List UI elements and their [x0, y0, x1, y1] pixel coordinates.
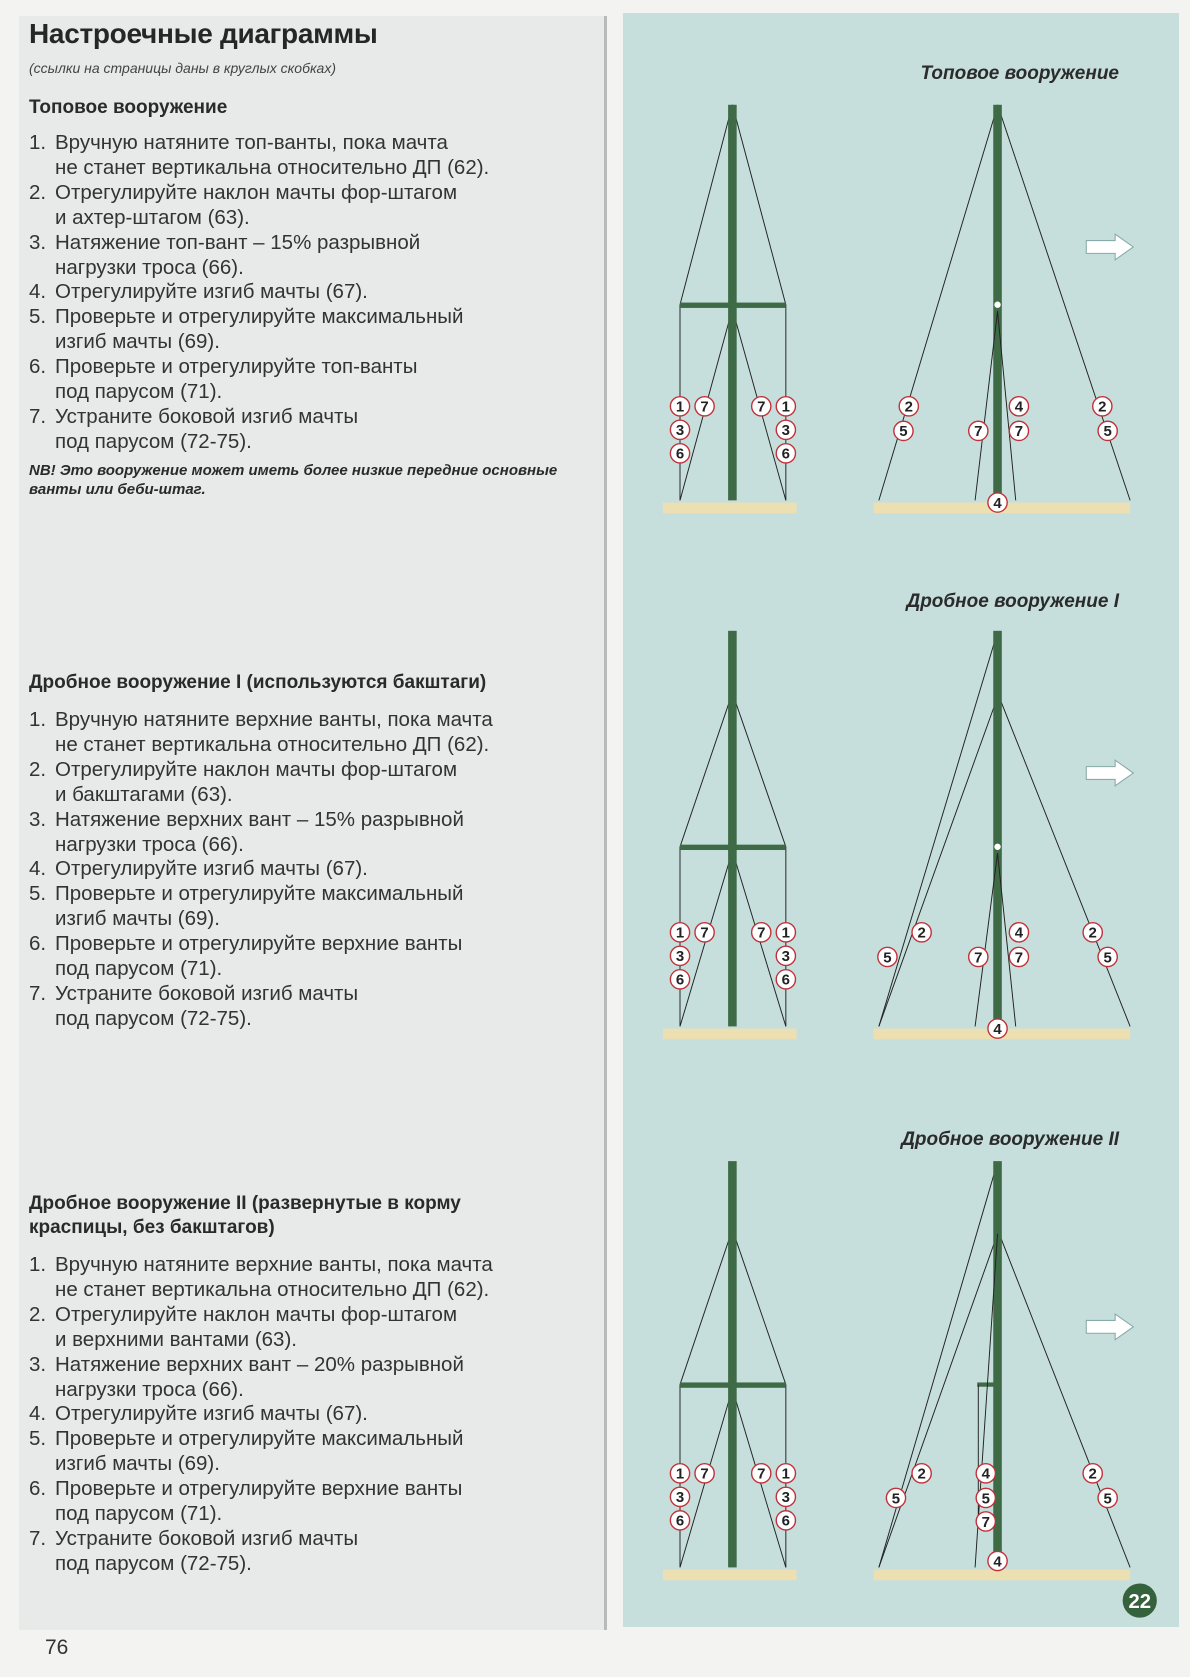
item-text: Устраните боковой изгиб мачты под парусом (72-75). — [55, 1526, 359, 1575]
number-marker — [670, 397, 689, 416]
section-heading: Топовое вооружение — [29, 97, 228, 118]
item-text: Натяжение верхних вант – 20% разрывной нагрузки троса (66). — [55, 1352, 464, 1401]
item-text: Отрегулируйте изгиб мачты (67). — [55, 857, 368, 881]
number-marker — [670, 1511, 689, 1530]
number-marker — [670, 420, 689, 439]
marker-label: 3 — [675, 1489, 685, 1507]
item-number: 7. — [29, 981, 47, 1005]
item-text: Проверьте и отрегулируйте верхние ванты под парусом (71). — [55, 1477, 463, 1526]
item-text: Устраните боковой изгиб мачты под парусом (72-75). — [55, 404, 359, 453]
marker-label: 7 — [981, 1513, 990, 1531]
number-marker — [670, 444, 689, 463]
number-marker — [969, 421, 988, 440]
number-marker — [670, 1487, 689, 1506]
marker-label: 2 — [904, 398, 913, 416]
mast — [728, 631, 737, 1027]
marker-label: 7 — [700, 924, 709, 942]
number-marker — [886, 1488, 905, 1507]
diagram-title: Дробное вооружение I — [906, 591, 1119, 612]
marker-label: 2 — [917, 924, 926, 942]
marker-label: 3 — [781, 948, 791, 966]
mast — [993, 1161, 1002, 1567]
item-text: Натяжение верхних вант – 15% разрывной нагрузки троса (66). — [55, 807, 464, 856]
marker-label: 2 — [917, 1465, 926, 1483]
number-marker — [776, 1487, 795, 1506]
diagram-title: Топовое вооружение — [920, 63, 1119, 84]
number-marker — [1009, 947, 1028, 966]
marker-label: 4 — [981, 1465, 990, 1483]
item-text: Проверьте и отрегулируйте верхние ванты под парусом (71). — [55, 932, 463, 981]
marker-label: 5 — [981, 1490, 990, 1508]
marker-label: 3 — [781, 1489, 791, 1507]
item-number: 2. — [29, 180, 47, 204]
marker-label: 7 — [757, 924, 766, 942]
item-number: 5. — [29, 1427, 47, 1451]
item-text: Вручную натяните верхние ванты, пока мачта не станет вертикальна относительно ДП (62). — [55, 708, 493, 756]
number-marker — [752, 397, 771, 416]
spreader-point — [994, 844, 1000, 850]
section-heading: Дробное вооружение II (развернутые в корму краспицы, без бакштагов) — [29, 1193, 461, 1238]
marker-label: 7 — [974, 949, 983, 967]
marker-label: 4 — [993, 1020, 1002, 1038]
marker-label: 1 — [781, 398, 791, 416]
number-marker — [695, 923, 714, 942]
page-title: Настроечные диаграммы — [29, 18, 378, 49]
upper-shroud — [732, 105, 785, 305]
number-marker — [776, 420, 795, 439]
number-marker — [988, 493, 1007, 512]
marker-label: 7 — [757, 398, 766, 416]
number-marker — [776, 444, 795, 463]
deck — [663, 1029, 797, 1040]
arrow-right-icon — [1086, 234, 1133, 260]
upper-shroud — [732, 1230, 785, 1385]
forestay — [879, 106, 998, 501]
marker-label: 6 — [675, 445, 685, 463]
number-marker — [1009, 923, 1028, 942]
marker-label: 1 — [675, 398, 685, 416]
spreader-point — [994, 302, 1000, 308]
spreader — [680, 1382, 786, 1387]
item-number: 4. — [29, 280, 47, 304]
marker-label: 1 — [781, 1465, 791, 1483]
forestay-lower — [879, 697, 998, 1026]
number-marker — [776, 946, 795, 965]
arrow-right-icon — [1086, 1314, 1133, 1340]
number-marker — [670, 1464, 689, 1483]
number-marker — [912, 1464, 931, 1483]
upper-shroud — [732, 693, 785, 847]
item-text: Отрегулируйте изгиб мачты (67). — [55, 1402, 368, 1426]
marker-label: 1 — [675, 1465, 685, 1483]
item-number: 3. — [29, 1352, 47, 1376]
marker-label: 6 — [675, 1512, 685, 1530]
marker-label: 5 — [891, 1490, 901, 1508]
spreader — [680, 845, 786, 850]
mast — [728, 1161, 737, 1567]
number-marker — [1098, 1488, 1117, 1507]
marker-label: 7 — [974, 423, 983, 441]
marker-label: 6 — [675, 971, 685, 989]
item-text: Проверьте и отрегулируйте топ-ванты под парусом (71). — [55, 355, 418, 404]
marker-label: 4 — [993, 494, 1002, 512]
item-text: Натяжение топ-вант – 15% разрывной нагрузки троса (66). — [55, 230, 421, 279]
spreader — [680, 303, 786, 308]
marker-label: 6 — [781, 1512, 791, 1530]
number-marker — [670, 970, 689, 989]
marker-label: 4 — [1014, 924, 1024, 942]
number-marker — [670, 946, 689, 965]
item-number: 6. — [29, 355, 47, 379]
item-number: 4. — [29, 1402, 47, 1426]
section-heading: Дробное вооружение I (используются бакштаги) — [29, 672, 487, 693]
item-text: Отрегулируйте наклон мачты фор-штагом и бакштагами (63). — [55, 757, 458, 806]
item-text: Устраните боковой изгиб мачты под парусом (72-75). — [55, 981, 359, 1030]
deck — [874, 1570, 1131, 1581]
marker-label: 2 — [1088, 924, 1097, 942]
marker-label: 6 — [781, 971, 791, 989]
item-text: Отрегулируйте наклон мачты фор-штагом и ахтер-штагом (63). — [55, 180, 458, 229]
number-marker — [695, 397, 714, 416]
deck — [663, 503, 797, 514]
marker-label: 4 — [1014, 398, 1024, 416]
forestay — [879, 632, 998, 1027]
item-number: 1. — [29, 1253, 47, 1276]
number-marker — [1009, 421, 1028, 440]
marker-label: 5 — [899, 423, 908, 441]
marker-label: 7 — [700, 1465, 709, 1483]
number-marker — [1009, 397, 1028, 416]
item-text: Проверьте и отрегулируйте максимальный изгиб мачты (69). — [55, 305, 464, 354]
item-number: 4. — [29, 857, 47, 881]
marker-label: 2 — [1088, 1465, 1097, 1483]
number-marker — [976, 1512, 995, 1531]
number-marker — [976, 1488, 995, 1507]
chapter-badge-number: 22 — [1128, 1591, 1152, 1614]
marker-label: 7 — [1014, 949, 1024, 967]
item-number: 6. — [29, 932, 47, 956]
number-marker — [695, 1464, 714, 1483]
marker-label: 1 — [675, 924, 685, 942]
page-number: 76 — [45, 1636, 69, 1659]
item-number: 2. — [29, 757, 47, 781]
number-marker — [988, 1019, 1007, 1038]
mast — [993, 631, 1002, 1027]
item-number: 2. — [29, 1302, 47, 1326]
item-number: 7. — [29, 1526, 47, 1550]
number-marker — [776, 397, 795, 416]
upper-shroud — [680, 1230, 732, 1385]
item-text: Проверьте и отрегулируйте максимальный изгиб мачты (69). — [55, 1427, 464, 1476]
marker-label: 5 — [1103, 1490, 1112, 1508]
marker-label: 7 — [700, 398, 709, 416]
marker-label: 7 — [757, 1465, 766, 1483]
marker-label: 3 — [781, 422, 791, 440]
item-number: 3. — [29, 807, 47, 831]
runner-backstay — [998, 693, 1131, 1027]
item-text: Вручную натяните топ-ванты, пока мачта не станет вертикальна относительно ДП (62). — [55, 131, 490, 179]
spreader — [977, 1382, 995, 1386]
number-marker — [1098, 421, 1117, 440]
marker-label: 5 — [883, 949, 892, 967]
number-marker — [1083, 1464, 1102, 1483]
number-marker — [894, 421, 913, 440]
marker-label: 2 — [1098, 398, 1107, 416]
arrow-right-icon — [1086, 760, 1133, 786]
marker-label: 7 — [1014, 423, 1024, 441]
number-marker — [752, 1464, 771, 1483]
marker-label: 5 — [1103, 423, 1112, 441]
item-number: 6. — [29, 1477, 47, 1501]
number-marker — [878, 947, 897, 966]
marker-label: 4 — [993, 1553, 1002, 1571]
nb-note: NB! Это вооружение может иметь более низкие передние основные ванты или беби-штаг. — [29, 462, 558, 498]
item-text: Проверьте и отрегулируйте максимальный изгиб мачты (69). — [55, 882, 464, 931]
number-marker — [988, 1551, 1007, 1570]
item-number: 7. — [29, 404, 47, 428]
marker-label: 3 — [675, 948, 685, 966]
number-marker — [670, 923, 689, 942]
upper-shroud — [680, 693, 732, 847]
item-number: 1. — [29, 131, 47, 154]
item-text: Вручную натяните верхние ванты, пока мачта не станет вертикальна относительно ДП (62). — [55, 1253, 493, 1301]
marker-label: 5 — [1103, 949, 1112, 967]
page-subtitle: (ссылки на страницы даны в круглых скобках) — [29, 60, 337, 76]
diagram-title: Дробное вооружение II — [901, 1129, 1119, 1150]
number-marker — [899, 397, 918, 416]
item-number: 5. — [29, 882, 47, 906]
number-marker — [776, 970, 795, 989]
number-marker — [969, 947, 988, 966]
marker-label: 1 — [781, 924, 791, 942]
item-number: 1. — [29, 708, 47, 731]
number-marker — [1098, 947, 1117, 966]
number-marker — [1093, 397, 1112, 416]
number-marker — [776, 1464, 795, 1483]
number-marker — [1083, 923, 1102, 942]
marker-label: 6 — [781, 445, 791, 463]
number-marker — [912, 923, 931, 942]
upper-shroud — [680, 105, 732, 305]
number-marker — [776, 923, 795, 942]
number-marker — [976, 1464, 995, 1483]
number-marker — [752, 923, 771, 942]
item-text: Отрегулируйте наклон мачты фор-штагом и верхними вантами (63). — [55, 1302, 458, 1351]
marker-label: 3 — [675, 422, 685, 440]
number-marker — [776, 1511, 795, 1530]
runner-backstay — [998, 1230, 1131, 1568]
item-number: 5. — [29, 305, 47, 329]
item-number: 3. — [29, 230, 47, 254]
deck — [663, 1570, 797, 1581]
item-text: Отрегулируйте изгиб мачты (67). — [55, 280, 368, 304]
